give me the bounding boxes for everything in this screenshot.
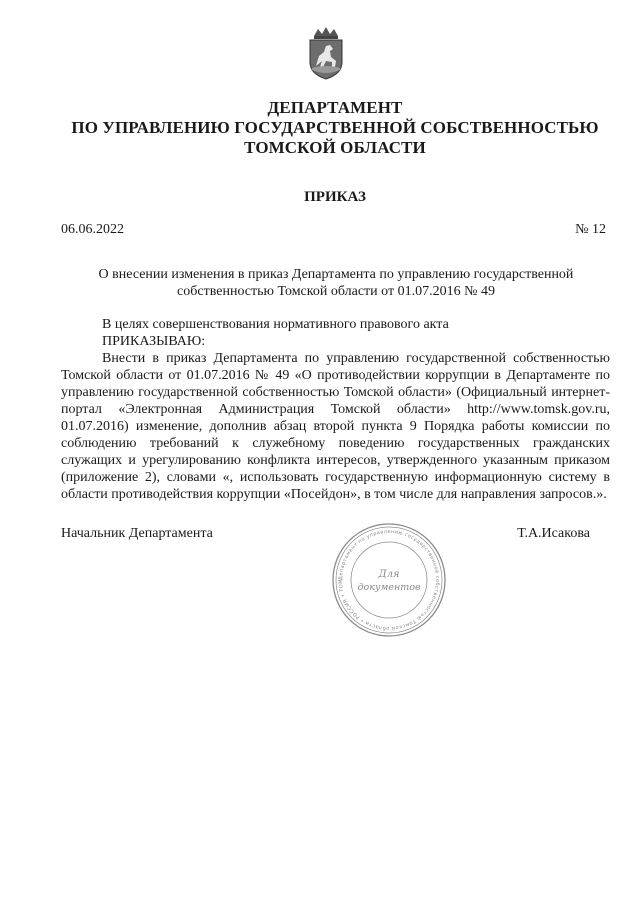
signatory-position: Начальник Департамента (61, 526, 213, 541)
stamp-center-line: Для (378, 569, 400, 580)
organization-line: ДЕПАРТАМЕНТ (267, 98, 403, 117)
stamp-middle-ring (336, 527, 442, 633)
stamp-center-line: документов (357, 582, 421, 593)
subject-line: О внесении изменения в приказ Департамента по управлению государственной (98, 267, 574, 282)
document-date: 06.06.2022 (61, 222, 124, 237)
official-stamp (331, 522, 447, 638)
tomsk-coat-of-arms-icon (304, 26, 348, 80)
document-number: № 12 (575, 222, 606, 237)
organization-line: ТОМСКОЙ ОБЛАСТИ (244, 138, 426, 157)
organization-name (40, 98, 630, 158)
stamp-inner-ring (351, 542, 427, 618)
order-body: Внести в приказ Департамента по управлению государственной собственностью Томской области от 01.07.2016 № 49 «О противодействии коррупции в Департаменте по управлению государственной собственностью Томской области» (Официальный интернет-портал «Электронная Администрация Томской области» http://www.tomsk.gov.ru, 01.07.2016) изменение, дополнив абзац второй пункта 9 Порядка работы комиссии по соблюдению требований к служебному поведению государственных гражданских служащих и урегулированию конфликта интересов, утвержденного указанным приказом (приложение 2), словами «, использовать государственную информационную систему в области противодействия коррупции «Посейдон», в том числе для направления запросов.». (61, 351, 610, 502)
document-subject (62, 266, 610, 300)
document-type: ПРИКАЗ (304, 189, 366, 205)
purpose-statement: В целях совершенствования нормативного правового акта (102, 317, 449, 332)
subject-line: собственностью Томской области от 01.07.2016 № 49 (177, 284, 495, 299)
stamp-outer-ring (333, 524, 445, 636)
organization-line: ПО УПРАВЛЕНИЮ ГОСУДАРСТВЕННОЙ СОБСТВЕННОСТЬЮ (71, 118, 599, 137)
signatory-name: Т.А.Исакова (517, 526, 590, 541)
stamp-ring-text: Департамент по управлению государственной собственностью Томской области • РОССИЯ • ТОМ (337, 528, 441, 632)
order-word: ПРИКАЗЫВАЮ: (102, 334, 206, 349)
